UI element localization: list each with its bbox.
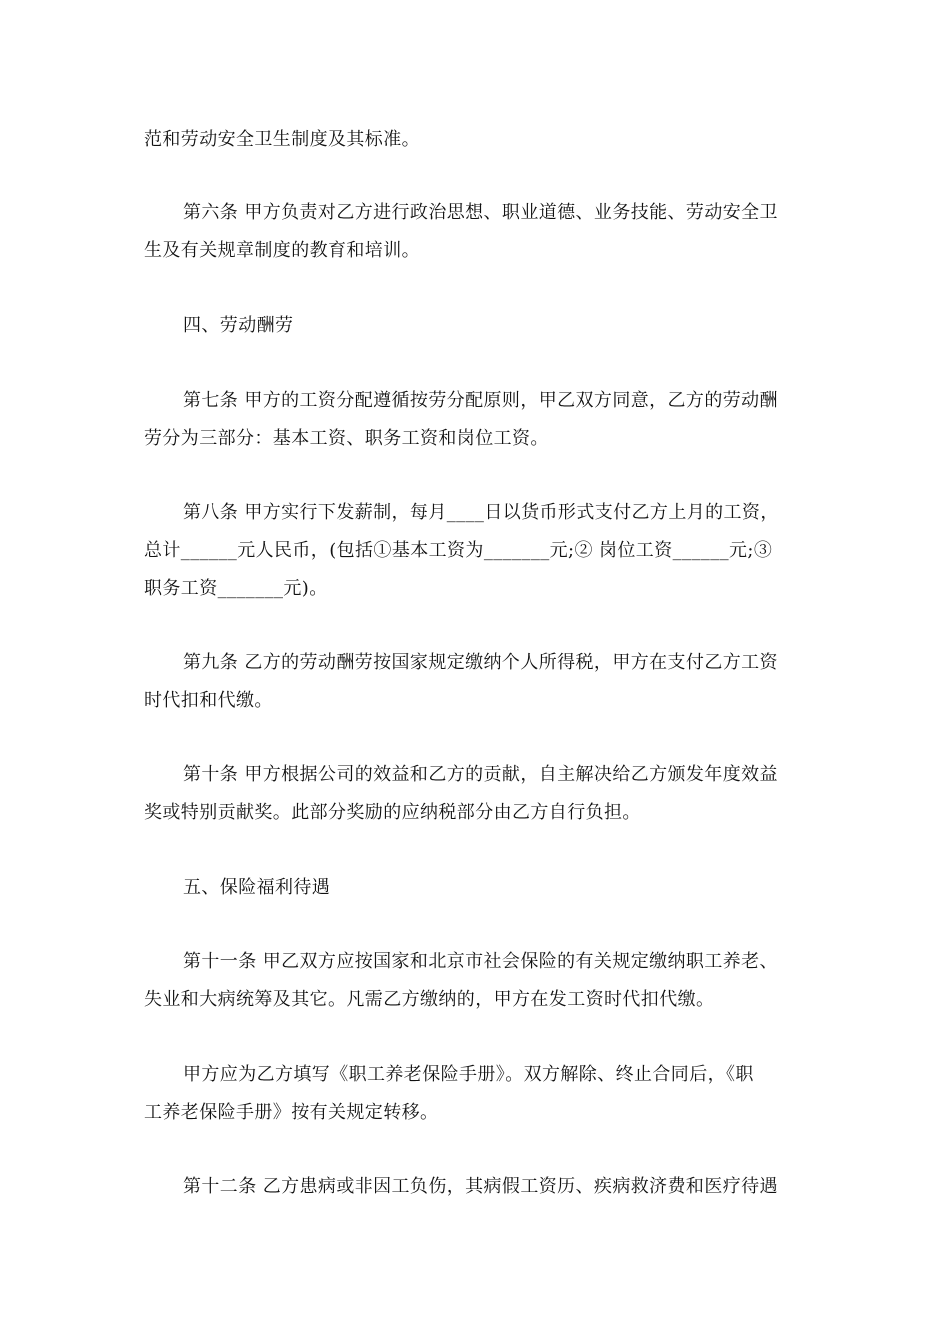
article-10-line: 第十条 甲方根据公司的效益和乙方的贡献，自主解决给乙方颁发年度效益: [183, 764, 778, 785]
article-6-line: 第六条 甲方负责对乙方进行政治思想、职业道德、业务技能、劳动安全卫: [183, 202, 778, 223]
paragraph-line: 奖或特别贡献奖。此部分奖励的应纳税部分由乙方自行负担。: [144, 802, 641, 823]
article-7-line: 第七条 甲方的工资分配遵循按劳分配原则，甲乙双方同意，乙方的劳动酬: [183, 390, 778, 411]
paragraph-line: 生及有关规章制度的教育和培训。: [144, 240, 420, 261]
article-9-line: 第九条 乙方的劳动酬劳按国家规定缴纳个人所得税，甲方在支付乙方工资: [183, 652, 778, 673]
article-11-line: 第十一条 甲乙双方应按国家和北京市社会保险的有关规定缴纳职工养老、: [183, 951, 778, 972]
paragraph-line: 范和劳动安全卫生制度及其标准。: [144, 129, 420, 150]
paragraph-line: 甲方应为乙方填写《职工养老保险手册》。双方解除、终止合同后，《职: [183, 1064, 754, 1085]
paragraph-line: 总计______元人民币，(包括①基本工资为_______元;② 岗位工资______元;③: [144, 540, 773, 561]
section-heading: 四、劳动酬劳: [183, 315, 294, 336]
article-8-line: 第八条 甲方实行下发薪制，每月____日以货币形式支付乙方上月的工资，: [183, 502, 779, 523]
paragraph-line: 工养老保险手册》按有关规定转移。: [144, 1102, 439, 1123]
paragraph-line: 时代扣和代缴。: [144, 690, 273, 711]
section-heading: 五、保险福利待遇: [183, 877, 331, 898]
paragraph-line: 劳分为三部分：基本工资、职务工资和岗位工资。: [144, 428, 549, 449]
article-12-line: 第十二条 乙方患病或非因工负伤，其病假工资历、疾病救济费和医疗待遇: [183, 1176, 778, 1197]
paragraph-line: 失业和大病统筹及其它。凡需乙方缴纳的，甲方在发工资时代扣代缴。: [144, 989, 715, 1010]
paragraph-line: 职务工资_______元)。: [144, 578, 328, 599]
